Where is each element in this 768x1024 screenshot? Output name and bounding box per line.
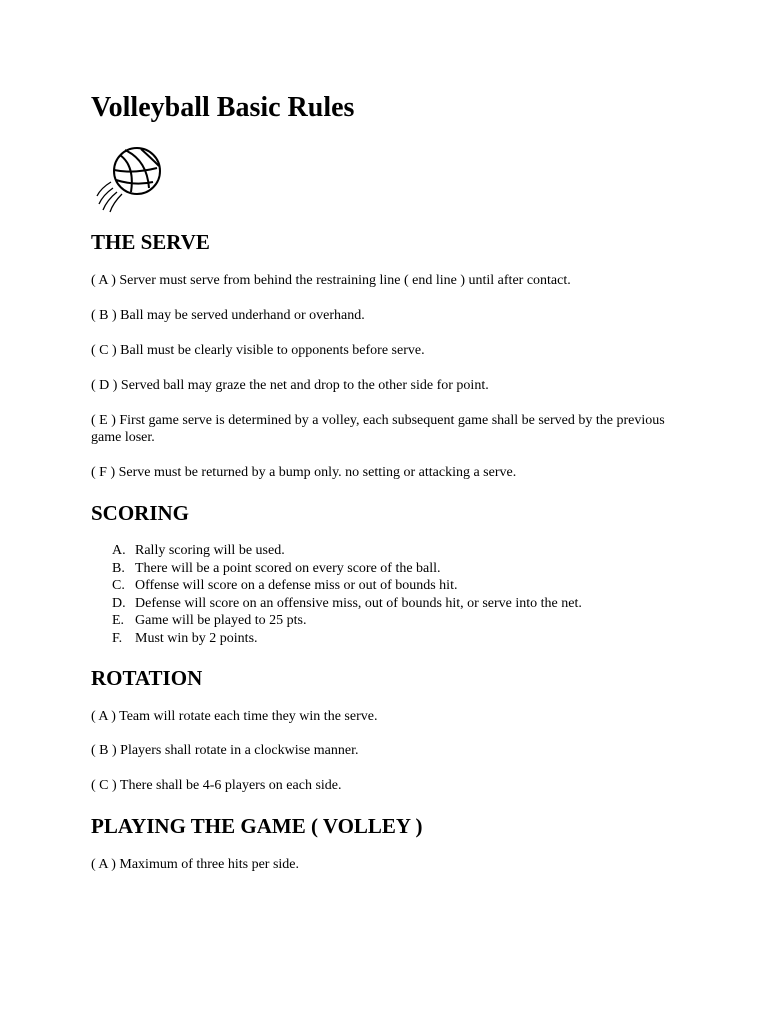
rotation-rule-a: ( A ) Team will rotate each time they win the serve. [91,709,378,724]
section-heading-playing: PLAYING THE GAME ( VOLLEY ) [91,814,423,838]
list-item: A. Rally scoring will be used. [112,543,285,558]
list-item: E. Game will be played to 25 pts. [112,613,307,629]
list-item: B. There will be a point scored on every score of the ball. [112,560,441,576]
scoring-list [91,542,582,648]
serve-rule-e: ( E ) First game serve is determined by a volley, each subsequent game shall be served by the previous game loser. [91,413,665,445]
playing-rule-a: ( A ) Maximum of three hits per side. [91,857,300,872]
list-item: F. Must win by 2 points. [112,630,258,646]
rotation-rule-c: ( C ) There shall be 4-6 players on each side. [91,778,342,793]
serve-rule-b: ( B ) Ball may be served underhand or overhand. [91,308,365,323]
page-title: Volleyball Basic Rules [91,92,355,123]
list-item: D. Defense will score on an offensive miss, out of bounds hit, or serve into the net. [112,595,582,611]
volleyball-icon [91,140,167,214]
serve-rule-c: ( C ) Ball must be clearly visible to opponents before serve. [91,343,425,358]
rotation-rule-b: ( B ) Players shall rotate in a clockwise manner. [91,743,359,758]
section-heading-serve: THE SERVE [91,230,210,254]
serve-rule-a: ( A ) Server must serve from behind the restraining line ( end line ) until after contact. [91,273,571,288]
section-heading-scoring: SCORING [91,501,190,525]
serve-rule-f: ( F ) Serve must be returned by a bump only. no setting or attacking a serve. [91,465,517,480]
list-item: C. Offense will score on a defense miss or out of bounds hit. [112,578,458,594]
serve-rule-d: ( D ) Served ball may graze the net and drop to the other side for point. [91,378,489,393]
section-heading-rotation: ROTATION [91,666,203,690]
